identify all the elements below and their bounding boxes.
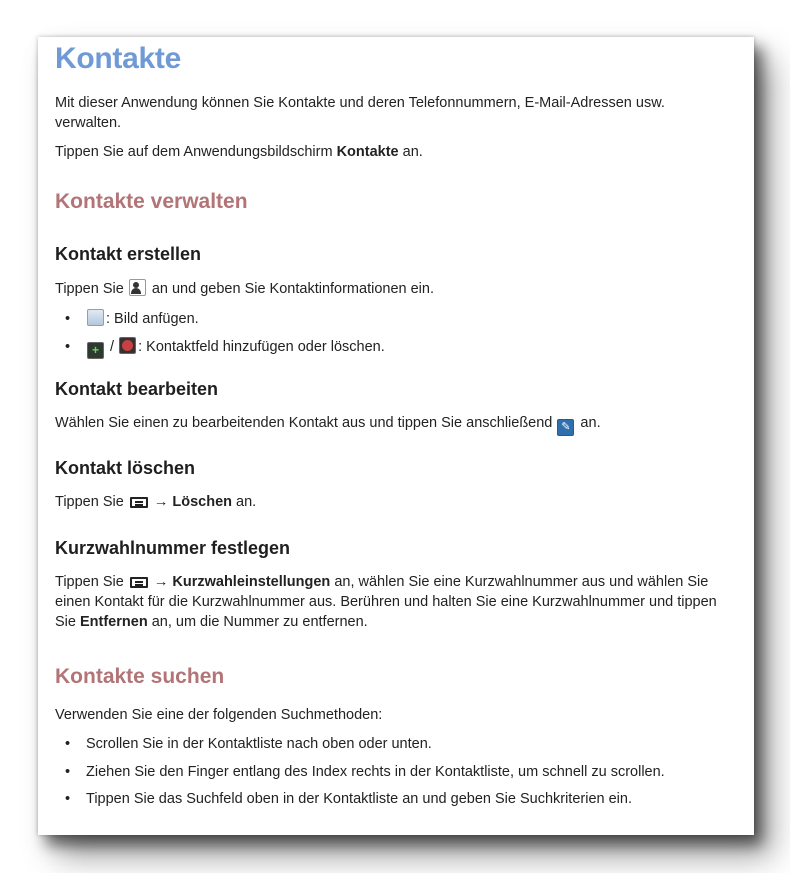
intro-tap-post: an. (398, 144, 423, 160)
delete-bold: Löschen (172, 494, 232, 510)
intro-line-2: verwalten. (55, 115, 122, 131)
speeddial-line-3 (55, 612, 717, 632)
search-bullet-3 (65, 789, 632, 809)
speeddial-line3-bold: Entfernen (80, 614, 148, 630)
arrow: → (149, 494, 173, 510)
bullet-dot: • (65, 736, 71, 752)
speeddial-line1-pre: Tippen Sie (55, 574, 128, 590)
document-page (38, 37, 754, 835)
speeddial-line1-post: an, wählen Sie eine Kurzwahlnummer aus und wählen Sie (330, 574, 709, 590)
speeddial-line1-bold: Kurzwahleinstellungen (172, 574, 331, 590)
bullet-text: : Kontaktfeld hinzufügen oder löschen. (138, 339, 385, 355)
bullet-dot: • (65, 311, 71, 327)
bullet-dot: • (65, 339, 71, 355)
section-heading-search: Kontakte suchen (55, 665, 225, 688)
subheading-delete: Kontakt löschen (55, 458, 196, 478)
create-text-pre: Tippen Sie (55, 281, 128, 297)
delete-text-post: an. (232, 494, 257, 510)
create-text-post: an und geben Sie Kontaktinformationen ein. (147, 281, 434, 297)
section-heading-manage: Kontakte verwalten (55, 190, 248, 213)
add-field-icon: + (87, 342, 104, 359)
search-intro: Verwenden Sie eine der folgenden Suchmethoden: (55, 707, 383, 723)
search-bullet-2 (65, 762, 665, 782)
bullet-text: Scrollen Sie in der Kontaktliste nach oben oder unten. (86, 736, 432, 752)
edit-icon: ✎ (557, 419, 574, 436)
delete-text-pre: Tippen Sie (55, 494, 128, 510)
intro-line-1: Mit dieser Anwendung können Sie Kontakte und deren Telefonnummern, E-Mail-Adressen usw. (55, 95, 665, 111)
create-bullet-photo (65, 309, 199, 329)
contact-photo-icon (87, 309, 104, 326)
bullet-dot: • (65, 791, 71, 807)
bullet-dot: • (65, 764, 71, 780)
subheading-edit: Kontakt bearbeiten (55, 379, 219, 399)
speeddial-line3-post: an, um die Nummer zu entfernen. (147, 614, 368, 630)
page-title: Kontakte (55, 42, 181, 75)
menu-icon (130, 497, 148, 508)
remove-field-icon (119, 337, 136, 354)
subheading-create: Kontakt erstellen (55, 244, 202, 264)
bullet-text: Tippen Sie das Suchfeld oben in der Kontaktliste an und geben Sie Suchkriterien ein. (86, 791, 632, 807)
arrow: → (149, 574, 173, 590)
bullet-text: Ziehen Sie den Finger entlang des Index rechts in der Kontaktliste, um schnell zu scrollen. (86, 764, 665, 780)
speeddial-paragraph (55, 572, 717, 632)
add-contact-icon (129, 279, 146, 296)
delete-instruction (55, 492, 256, 512)
bullet-separator: / (106, 339, 119, 355)
create-instruction (55, 279, 434, 299)
intro-tap-bold: Kontakte (336, 144, 399, 160)
create-bullet-field (65, 337, 385, 359)
intro-tap-pre: Tippen Sie auf dem Anwendungsbildschirm (55, 144, 337, 160)
intro-paragraph (55, 93, 665, 133)
search-bullet-1 (65, 734, 432, 754)
menu-icon (130, 577, 148, 588)
edit-text-post: an. (576, 415, 601, 431)
subheading-speeddial: Kurzwahlnummer festlegen (55, 538, 291, 558)
speeddial-line-1 (55, 572, 717, 592)
bullet-text: : Bild anfügen. (106, 311, 199, 327)
speeddial-line3-pre: Sie (55, 614, 80, 630)
edit-text-pre: Wählen Sie einen zu bearbeitenden Kontakt aus und tippen Sie anschließend (55, 415, 557, 431)
edit-instruction (55, 413, 601, 436)
speeddial-line-2: einen Kontakt für die Kurzwahlnummer aus. Berühren und halten Sie eine Kurzwahlnummer und tippen (55, 594, 717, 610)
intro-tap-instruction (55, 142, 423, 162)
